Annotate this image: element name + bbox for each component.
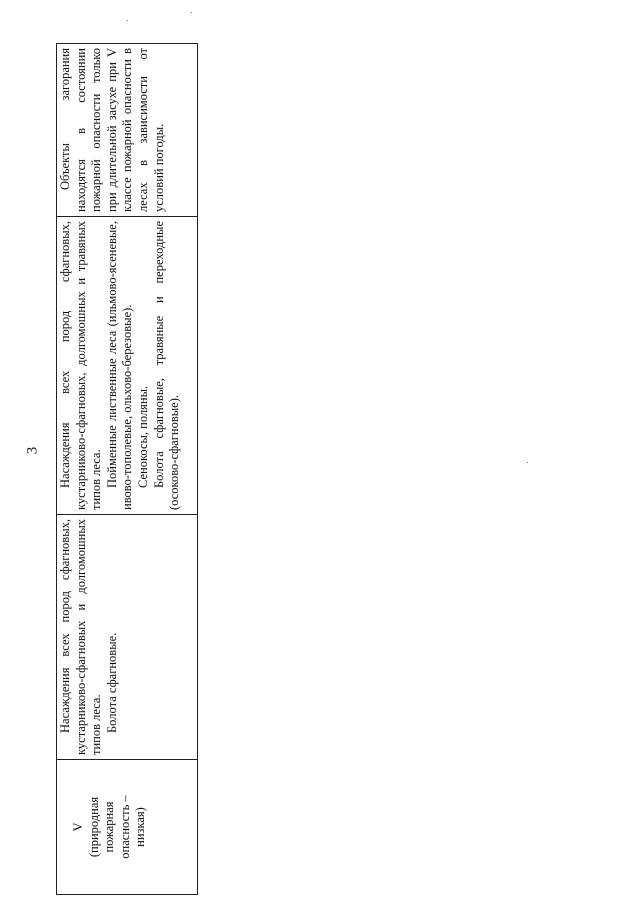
hazard-class-line: (природная <box>86 796 101 858</box>
fire-hazard-class-table <box>56 43 198 895</box>
hazard-class-line: низкая) <box>133 807 148 847</box>
forest-types-paragraph: Пойменные лиственные леса (ильмово-ясеневые, ивово-тополевые, ольхово-березовые). <box>104 221 135 510</box>
rotated-table-wrapper <box>56 44 198 895</box>
forest-types-paragraph: Насаждения всех пород сфагновых, кустарниково-сфагновых, долгомошных и травяных типов леса. <box>58 221 104 510</box>
page-number: 3 <box>24 446 41 455</box>
hazard-class-line: пожарная <box>102 801 117 853</box>
table-row <box>57 44 198 895</box>
hazard-class-cell <box>57 760 198 895</box>
forest-stands-paragraph: Болота сфагновые. <box>104 632 119 733</box>
scan-speck <box>191 12 192 13</box>
forest-stands-cell <box>57 515 198 760</box>
scan-speck <box>527 462 528 463</box>
fire-hazard-table-area <box>56 44 198 895</box>
hazard-class-line: опасность – <box>117 795 132 859</box>
forest-types-cell <box>57 217 198 515</box>
forest-types-paragraph: Болота сфагновые, травяные и переходные (осоково-сфагновые). <box>151 221 182 510</box>
hazard-class-roman: V <box>71 822 85 832</box>
fire-conditions-paragraph: Объекты загорания находятся в состоянии пожарной опасности только при длительной засухе при V классе пожарной опасности в лесах в зависимости от условий погоды. <box>58 48 166 212</box>
forest-stands-paragraph: Насаждения всех пород сфагновых, кустарниково-сфагновых и долгомошных типов леса. <box>58 519 104 755</box>
forest-types-paragraph: Сенокосы, поляны. <box>135 385 150 488</box>
scan-speck <box>127 20 128 21</box>
fire-conditions-cell <box>57 44 198 217</box>
